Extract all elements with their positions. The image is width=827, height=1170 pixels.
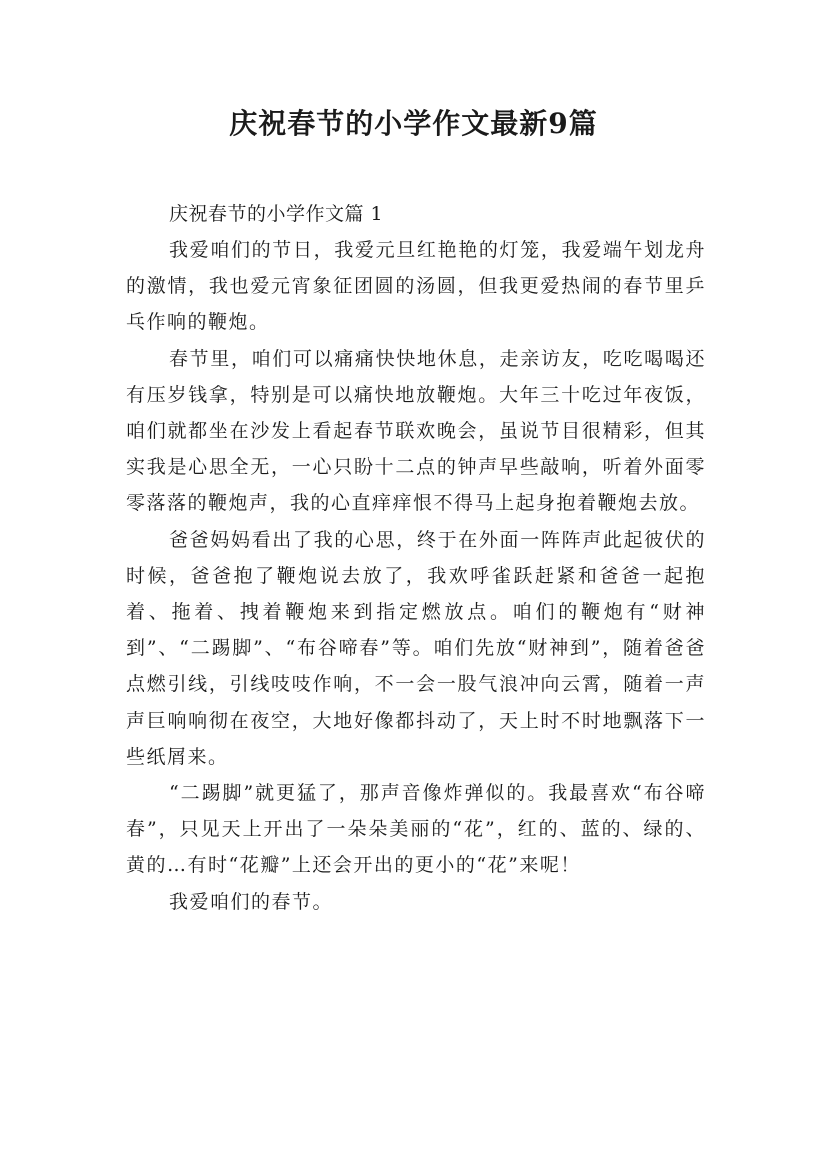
paragraph: 春节里，咱们可以痛痛快快地休息，走亲访友，吃吃喝喝还有压岁钱拿，特别是可以痛快地放鞭炮。大年三十吃过年夜饭，咱们就都坐在沙发上看起春节联欢晚会，虽说节目很精彩，但其实我是心思全无，一心只盼十二点的钟声早些敲响，听着外面零零落落的鞭炮声，我的心直痒痒恨不得马上起身抱着鞭炮去放。 [126, 347, 706, 515]
paragraph: “二踢脚”就更猛了，那声音像炸弹似的。我最喜欢“布谷啼春”，只见天上开出了一朵朵美丽的“花”，红的、蓝的、绿的、黄的…有时“花瓣”上还会开出的更小的“花”来呢！ [126, 782, 706, 877]
paragraph: 爸爸妈妈看出了我的心思，终于在外面一阵阵声此起彼伏的时候，爸爸抱了鞭炮说去放了，我欢呼雀跃赶紧和爸爸一起抱着、拖着、拽着鞭炮来到指定燃放点。咱们的鞭炮有“财神到”、“二踢脚”、“布谷啼春”等。咱们先放“财神到”，随着爸爸点燃引线，引线吱吱作响，不一会一股气浪冲向云霄，随着一声声巨响响彻在夜空，大地好像都抖动了，天上时不时地飘落下一些纸屑来。 [126, 528, 706, 768]
paragraph: 我爱咱们的春节。 [169, 890, 334, 913]
document-title: 庆祝春节的小学作文最新9篇 [229, 107, 598, 140]
section-heading: 庆祝春节的小学作文篇 1 [169, 203, 384, 225]
paragraph: 我爱咱们的节日，我爱元旦红艳艳的灯笼，我爱端午划龙舟的激情，我也爱元宵象征团圆的汤圆，但我更爱热闹的春节里乒乓作响的鞭炮。 [126, 239, 706, 334]
document-body [126, 196, 706, 920]
